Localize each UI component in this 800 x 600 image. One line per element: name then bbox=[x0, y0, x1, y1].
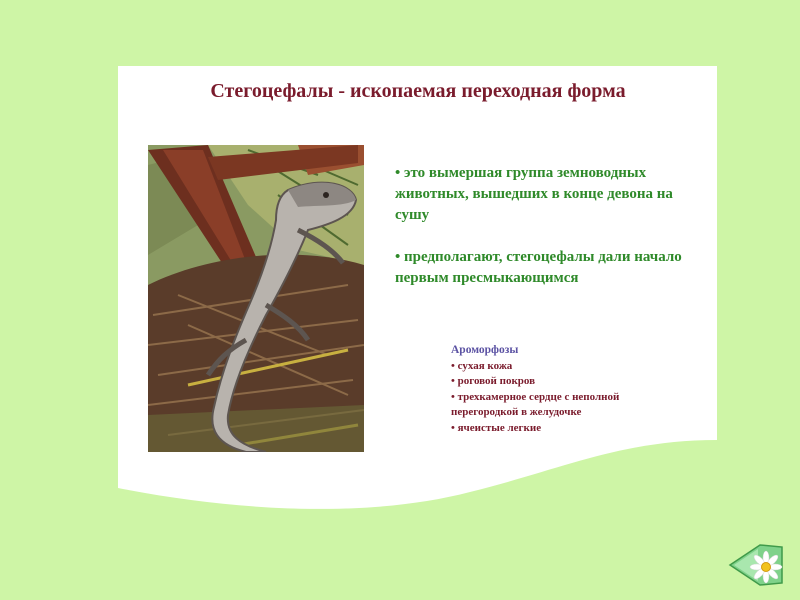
bullet-item: • это вымершая группа земноводных животных, вышедших в конце девона на сушу bbox=[395, 165, 673, 223]
aromorphosis-item: • роговой покров bbox=[451, 375, 536, 387]
aromorphosis-item: • трехкамерное сердце с неполной перегородкой в желудочке bbox=[451, 390, 620, 418]
main-bullet-list bbox=[395, 163, 685, 289]
stegocephalian-illustration bbox=[148, 145, 364, 452]
aromorphosis-item: • ячеистые легкие bbox=[451, 421, 542, 434]
bullet-item: • предполагают, стегоцефалы дали начало первым пресмыкающимся bbox=[395, 249, 682, 286]
daisy-arrow-icon[interactable] bbox=[728, 543, 784, 587]
slide-title: Стегоцефалы - ископаемая переходная форма bbox=[210, 80, 626, 102]
aromorphoses-list bbox=[451, 343, 681, 436]
aromorphoses-heading: Ароморфозы bbox=[451, 344, 519, 356]
aromorphosis-item: • сухая кожа bbox=[451, 359, 513, 372]
